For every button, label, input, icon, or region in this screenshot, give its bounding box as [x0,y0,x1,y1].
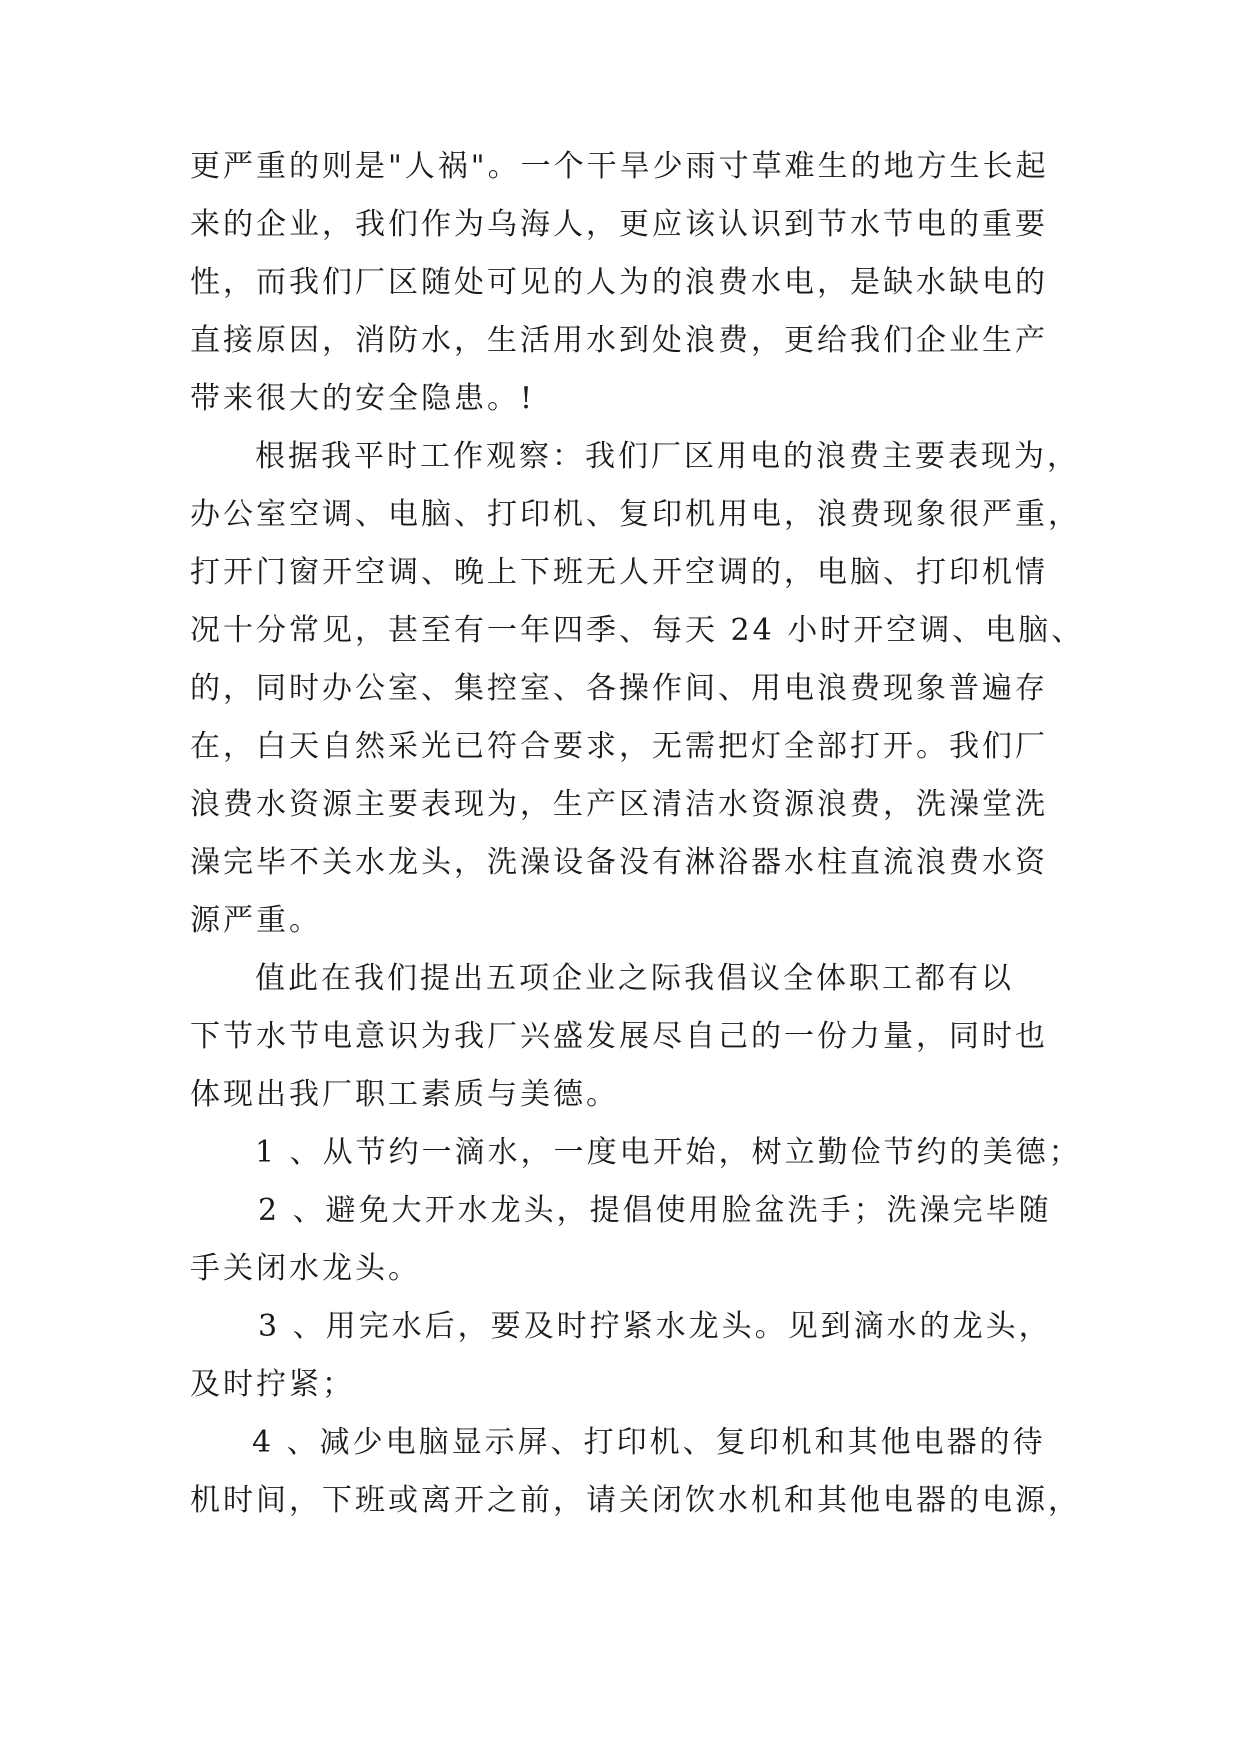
text-line: 的，同时办公室、集控室、各操作间、用电浪费现象普遍存 [190,671,1048,706]
text-line: 下节水节电意识为我厂兴盛发展尽自己的一份力量，同时也 [190,1019,1048,1054]
text-line: 手关闭水龙头。 [190,1251,421,1286]
list-item-1: 1 、从节约一滴水，一度电开始，树立勤俭节约的美德； [255,1135,1082,1170]
text-line: 及时拧紧； [190,1367,355,1402]
text-line: 来的企业，我们作为乌海人，更应该认识到节水节电的重要 [190,207,1048,242]
list-item-2: 2 、避免大开水龙头，提倡使用脸盆洗手；洗澡完毕随 [258,1193,1052,1228]
paragraph-first-line: 根据我平时工作观察：我们厂区用电的浪费主要表现为， [255,439,1080,474]
text-line: 在，白天自然采光已符合要求，无需把灯全部打开。我们厂 [190,729,1048,764]
text-line: 况十分常见，甚至有一年四季、每天 24 小时开空调、电脑、 [190,613,1085,648]
paragraph-first-line: 值此在我们提出五项企业之际我倡议全体职工都有以 [255,961,1014,996]
text-line: 机时间，下班或离开之前，请关闭饮水机和其他电器的电源， [190,1483,1081,1518]
text-line: 体现出我厂职工素质与美德。 [190,1077,619,1112]
text-line: 源严重。 [190,903,322,938]
text-line: 办公室空调、电脑、打印机、复印机用电，浪费现象很严重， [190,497,1081,532]
text-line: 浪费水资源主要表现为，生产区清洁水资源浪费，洗澡堂洗 [190,787,1048,822]
text-line: 打开门窗开空调、晚上下班无人开空调的，电脑、打印机情 [190,555,1048,590]
text-line: 澡完毕不关水龙头，洗澡设备没有淋浴器水柱直流浪费水资 [190,845,1048,880]
text-line: 更严重的则是"人祸"。一个干旱少雨寸草难生的地方生长起 [190,149,1049,184]
list-item-3: 3 、用完水后，要及时拧紧水龙头。见到滴水的龙头， [258,1309,1052,1344]
text-line: 带来很大的安全隐患。! [190,381,536,416]
list-item-4: 4 、减少电脑显示屏、打印机、复印机和其他电器的待 [252,1425,1046,1460]
text-line: 性，而我们厂区随处可见的人为的浪费水电，是缺水缺电的 [190,265,1048,300]
text-line: 直接原因，消防水，生活用水到处浪费，更给我们企业生产 [190,323,1048,358]
